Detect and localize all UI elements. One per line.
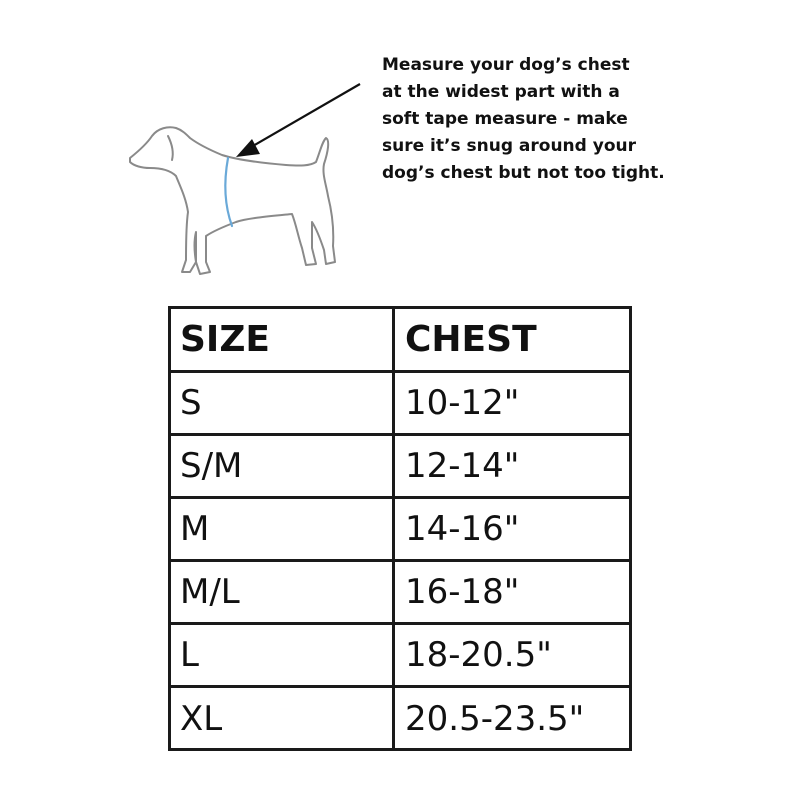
chest-cell: 18-20.5" bbox=[405, 635, 552, 675]
pointer-arrow-icon bbox=[236, 84, 360, 157]
size-cell: S bbox=[171, 373, 395, 433]
chest-cell: 14-16" bbox=[405, 509, 520, 549]
table-row bbox=[171, 436, 629, 499]
size-column-header: SIZE bbox=[171, 309, 395, 370]
size-cell: M/L bbox=[171, 562, 395, 622]
chest-cell: 10-12" bbox=[405, 383, 520, 423]
size-cell: M bbox=[171, 499, 395, 559]
chest-column-header: CHEST bbox=[405, 319, 537, 360]
table-row bbox=[171, 499, 629, 562]
dog-outline-icon bbox=[130, 127, 335, 274]
size-cell: XL bbox=[171, 688, 395, 750]
size-chart-table bbox=[168, 306, 632, 751]
measurement-instructions bbox=[382, 52, 792, 187]
instruction-line: at the widest part with a bbox=[382, 82, 620, 102]
size-cell: S/M bbox=[171, 436, 395, 496]
chest-cell: 20.5-23.5" bbox=[405, 699, 585, 739]
instruction-line: dog’s chest but not too tight. bbox=[382, 163, 665, 183]
measuring-tape-icon bbox=[225, 158, 232, 226]
chest-cell: 12-14" bbox=[405, 446, 520, 486]
table-row bbox=[171, 625, 629, 688]
table-row bbox=[171, 373, 629, 436]
instruction-line: sure it’s snug around your bbox=[382, 136, 636, 156]
chest-cell: 16-18" bbox=[405, 572, 520, 612]
instruction-line: Measure your dog’s chest bbox=[382, 55, 630, 75]
instruction-line: soft tape measure - make bbox=[382, 109, 628, 129]
table-header-row bbox=[171, 309, 629, 373]
size-cell: L bbox=[171, 625, 395, 685]
table-row bbox=[171, 688, 629, 750]
table-row bbox=[171, 562, 629, 625]
